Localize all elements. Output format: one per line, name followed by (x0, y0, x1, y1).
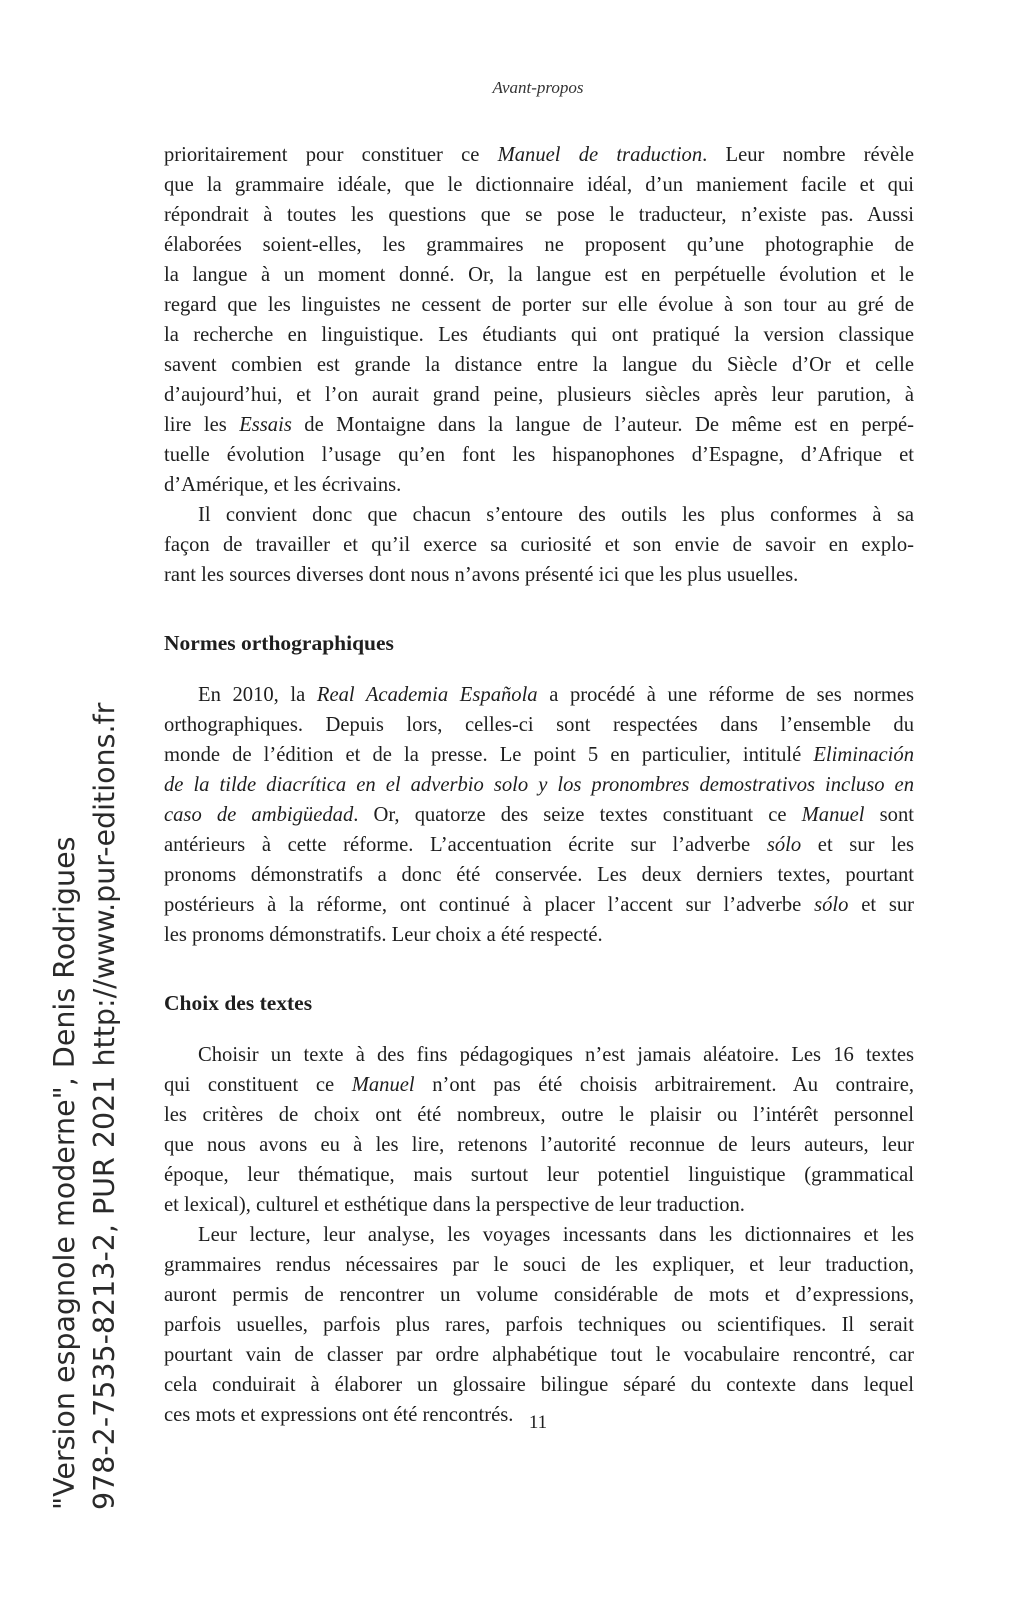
text-line (164, 1370, 914, 1400)
text-run: En 2010, la (198, 684, 317, 706)
text-run: époque, leur thématique, mais surtout leur potentiel linguistique (grammatical (164, 1164, 914, 1186)
text-line (164, 410, 914, 440)
text-line (164, 710, 914, 740)
paragraph (164, 680, 914, 950)
text-run: sont (864, 804, 914, 826)
text-run: Il convient donc que chacun s’entoure des outils les plus conformes à sa (198, 504, 914, 526)
text-line (164, 1130, 914, 1160)
section-heading-normes: Normes orthographiques (164, 631, 394, 655)
text-run: monde de l’édition et de la presse. Le point 5 en particulier, intitulé (164, 744, 814, 766)
italic-text: sólo (766, 834, 802, 856)
text-line (164, 740, 914, 770)
paragraph (164, 140, 914, 500)
text-line (164, 1160, 914, 1190)
text-run: d’aujourd’hui, et l’on aurait grand peine, plusieurs siècles après leur parution, à (164, 384, 914, 406)
italic-text: Manuel (351, 1074, 415, 1096)
text-run: savent combien est grande la distance entre la langue du Siècle d’Or et celle (164, 354, 914, 376)
text-line (164, 800, 914, 830)
text-line (164, 1280, 914, 1310)
text-line (164, 1100, 914, 1130)
side-watermark (45, 703, 125, 1510)
text-line (164, 170, 914, 200)
section-heading-choix: Choix des textes (164, 991, 313, 1015)
text-run: auront permis de rencontrer un volume considérable de mots et d’expressions, (164, 1284, 914, 1306)
italic-text: Essais (239, 414, 292, 436)
text-run: de Montaigne dans la langue de l’auteur. De même est en perpé- (291, 414, 914, 436)
text-run: et lexical), culturel et esthétique dans la perspective de leur traduction. (164, 1194, 745, 1216)
text-run: qui constituent ce (164, 1074, 352, 1096)
text-line (164, 530, 914, 560)
italic-text: sólo (814, 894, 849, 916)
text-run: façon de travailler et qu’il exerce sa curiosité et son envie de savoir en explo- (164, 534, 914, 556)
paragraph (164, 1040, 914, 1220)
text-run: orthographiques. Depuis lors, celles-ci sont respectées dans l’ensemble du (164, 714, 914, 736)
text-run: les critères de choix ont été nombreux, outre le plaisir ou l’intérêt personnel (164, 1104, 914, 1126)
italic-text: caso de ambigüedad (164, 804, 354, 826)
text-run: cela conduirait à élaborer un glossaire bilingue séparé du contexte dans lequel (164, 1374, 914, 1396)
text-line (164, 1190, 914, 1220)
text-line (164, 260, 914, 290)
text-run: Choisir un texte à des fins pédagogiques n’est jamais aléatoire. Les 16 textes (198, 1044, 914, 1066)
italic-text: Eliminación (813, 744, 914, 766)
paragraph (164, 1220, 914, 1430)
text-run: tuelle évolution l’usage qu’en font les hispanophones d’Espagne, d’Afrique et (164, 444, 914, 466)
italic-text: de la tilde diacrítica en el adverbio solo y los pronombres demostrativos incluso en (164, 774, 914, 796)
text-line (164, 1310, 914, 1340)
text-line (164, 1070, 914, 1100)
text-line (164, 320, 914, 350)
text-run: postérieurs à la réforme, ont continué à placer l’accent sur l’adverbe (164, 894, 815, 916)
italic-text: Manuel (801, 804, 865, 826)
text-run: lire les (164, 414, 240, 436)
text-run: rant les sources diverses dont nous n’avons présenté ici que les plus usuelles. (164, 564, 799, 586)
text-run: . Or, quatorze des seize textes constituant ce (353, 804, 802, 826)
text-line (164, 470, 914, 500)
text-line (164, 140, 914, 170)
text-run: que la grammaire idéale, que le dictionnaire idéal, d’un maniement facile et qui (164, 174, 914, 196)
text-run: la recherche en linguistique. Les étudiants qui ont pratiqué la version classique (164, 324, 914, 346)
text-line (164, 200, 914, 230)
text-line (164, 1340, 914, 1370)
text-run: pronoms démonstratifs a donc été conservée. Les deux derniers textes, pourtant (164, 864, 914, 886)
text-line (164, 1220, 914, 1250)
watermark-line: 978-2-7535-8213-2, PUR 2021 http://www.pur-editions.fr (88, 702, 121, 1510)
text-line (164, 1250, 914, 1280)
text-line (164, 680, 914, 710)
text-run: prioritairement pour constituer ce (164, 144, 498, 166)
text-run: et sur les (801, 834, 914, 856)
text-line (164, 380, 914, 410)
text-line (164, 230, 914, 260)
text-run: élaborées soient-elles, les grammaires ne proposent qu’une photographie de (164, 234, 914, 256)
text-run: répondrait à toutes les questions que se pose le traducteur, n’existe pas. Aussi (164, 204, 914, 226)
text-line (164, 440, 914, 470)
paragraph (164, 500, 914, 590)
page-number: 11 (528, 1412, 548, 1433)
text-line (164, 830, 914, 860)
text-run: . Leur nombre révèle (702, 144, 914, 166)
text-line (164, 1040, 914, 1070)
text-run: ces mots et expressions ont été rencontrés. (164, 1404, 514, 1426)
text-run: grammaires rendus nécessaires par le souci de les expliquer, et leur traduction, (164, 1254, 914, 1276)
text-run: n’ont pas été choisis arbitrairement. Au contraire, (414, 1074, 914, 1096)
text-line (164, 920, 914, 950)
text-run: Leur lecture, leur analyse, les voyages incessants dans les dictionnaires et les (198, 1224, 914, 1246)
text-run: a procédé à une réforme de ses normes (537, 684, 914, 706)
text-run: les pronoms démonstratifs. Leur choix a été respecté. (164, 924, 603, 946)
watermark-line: "Version espagnole moderne", Denis Rodrigues (48, 836, 81, 1510)
text-line (164, 860, 914, 890)
text-line (164, 290, 914, 320)
text-run: pourtant vain de classer par ordre alphabétique tout le vocabulaire rencontré, car (164, 1344, 914, 1366)
text-run: la langue à un moment donné. Or, la langue est en perpétuelle évolution et le (164, 264, 914, 286)
text-run: et sur (848, 894, 915, 916)
text-run: d’Amérique, et les écrivains. (164, 474, 402, 496)
italic-text: Manuel de traduction (497, 144, 703, 166)
text-line (164, 890, 914, 920)
text-run: antérieurs à cette réforme. L’accentuation écrite sur l’adverbe (164, 834, 767, 856)
text-run: parfois usuelles, parfois plus rares, parfois techniques ou scientifiques. Il serait (164, 1314, 914, 1336)
text-line (164, 560, 914, 590)
text-line (164, 350, 914, 380)
text-run: regard que les linguistes ne cessent de porter sur elle évolue à son tour au gré de (164, 294, 914, 316)
text-line (164, 770, 914, 800)
body-text (164, 140, 914, 1430)
text-line (164, 500, 914, 530)
text-run: que nous avons eu à les lire, retenons l’autorité reconnue de leurs auteurs, leur (164, 1134, 914, 1156)
italic-text: Real Academia Española (316, 684, 538, 706)
running-head: Avant-propos (492, 78, 584, 97)
